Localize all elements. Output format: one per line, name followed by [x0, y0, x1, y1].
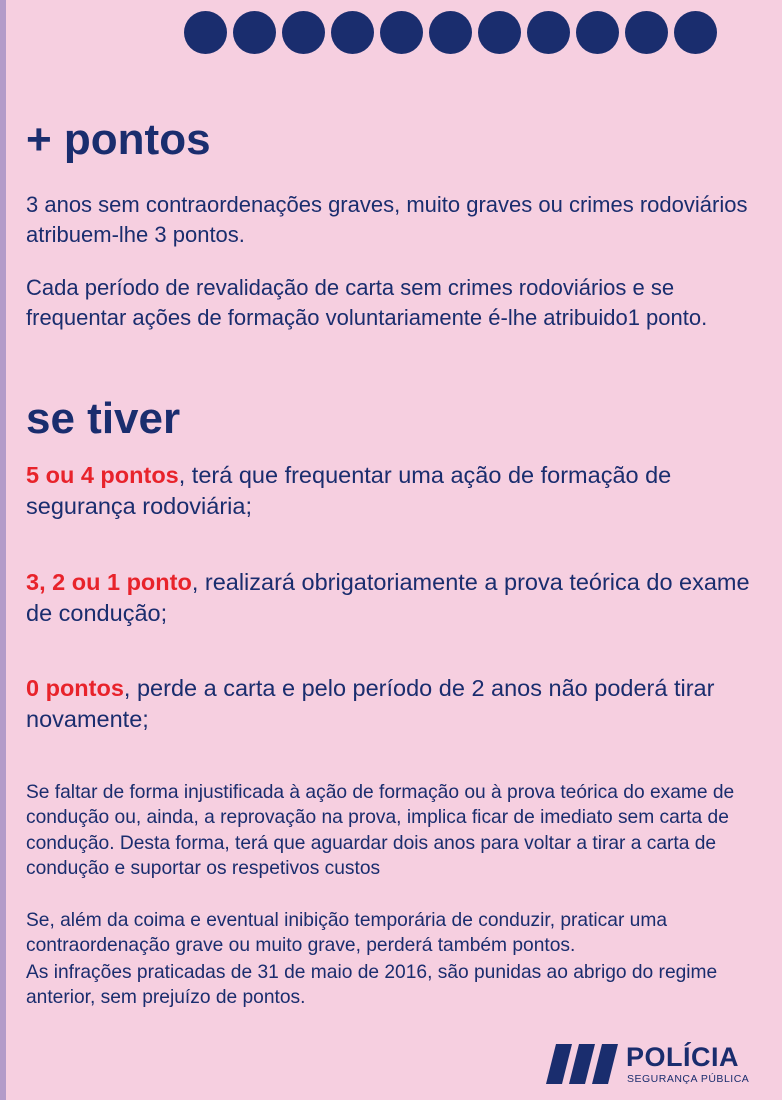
- decorative-dot: [184, 11, 227, 54]
- note-missed-training: Se faltar de forma injustificada à ação de formação ou à prova teórica do exame de condução ou, ainda, a reprovação na prova, implica ficar de imediato sem carta de condução. Desta forma, terá que aguardar dois anos para voltar a tirar a carta de condução e suportar os respetivos custos: [26, 782, 735, 880]
- text-3-2-1-points: , realizará obrigatoriamente a prova teórica do exame de condução;: [26, 569, 750, 627]
- decorative-dot: [233, 11, 276, 54]
- decorative-dot: [674, 11, 717, 54]
- highlight-3-2-1-points: 3, 2 ou 1 ponto: [26, 569, 192, 595]
- decorative-dot: [282, 11, 325, 54]
- highlight-0-points: 0 pontos: [26, 675, 124, 701]
- note-lose-points: Se, além da coima e eventual inibição temporária de conduzir, praticar uma contraordenação grave ou muito grave, perderá também pontos.: [26, 910, 667, 957]
- logo-name: POLÍCIA: [626, 1042, 740, 1072]
- heading-more-points: + pontos: [26, 115, 211, 164]
- decorative-dot: [380, 11, 423, 54]
- item-3-2-1-points: [26, 567, 776, 630]
- decorative-dot: [527, 11, 570, 54]
- decorative-dot: [625, 11, 668, 54]
- paragraph-revalidation: Cada período de revalidação de carta sem crimes rodoviários e se frequentar ações de formação voluntariamente é-lhe atribuido1 ponto.: [26, 275, 708, 331]
- highlight-5-or-4-points: 5 ou 4 pontos: [26, 462, 179, 488]
- decorative-dot: [478, 11, 521, 54]
- item-0-points: [26, 673, 776, 736]
- decorative-dot: [576, 11, 619, 54]
- psp-logo: [546, 1040, 768, 1090]
- left-border: [0, 0, 6, 1100]
- heading-if-you-have: se tiver: [26, 394, 181, 443]
- dots-decoration: [184, 11, 717, 54]
- note-previous-regime: As infrações praticadas de 31 de maio de 2016, são punidas ao abrigo do regime anterior, sem prejuízo de pontos.: [26, 962, 718, 1009]
- decorative-dot: [429, 11, 472, 54]
- text-0-points: , perde a carta e pelo período de 2 anos não poderá tirar novamente;: [26, 675, 715, 733]
- item-5-or-4-points: [26, 460, 776, 523]
- logo-subtitle: SEGURANÇA PÚBLICA: [627, 1073, 750, 1085]
- text-5-or-4-points: , terá que frequentar uma ação de formação de segurança rodoviária;: [26, 462, 672, 520]
- decorative-dot: [331, 11, 374, 54]
- psp-stripes-icon: [546, 1042, 622, 1086]
- paragraph-three-years: 3 anos sem contraordenações graves, muito graves ou crimes rodoviários atribuem-lhe 3 pontos.: [26, 192, 748, 248]
